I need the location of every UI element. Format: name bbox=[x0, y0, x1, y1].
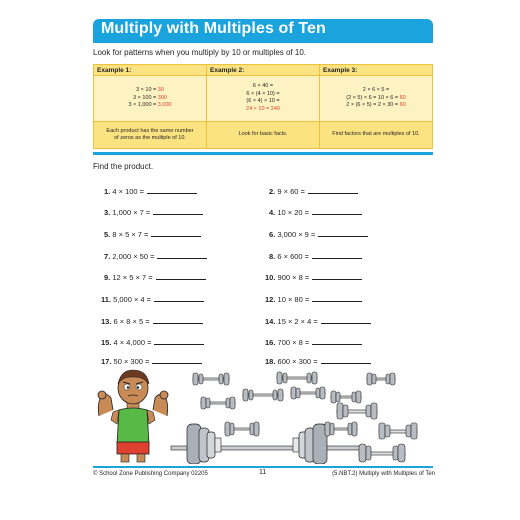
answer-blank[interactable] bbox=[151, 230, 201, 237]
page-number: 11 bbox=[259, 469, 267, 476]
answer-blank[interactable] bbox=[312, 338, 362, 345]
example-line: 6 × 40 = bbox=[252, 83, 274, 90]
problem-10: 10. 900 × 8 = bbox=[265, 273, 362, 282]
instruction-text: Look for patterns when you multiply by 10 or multiples of 10. bbox=[93, 48, 306, 57]
example-line: 3 × 1,000 = 3,000 bbox=[128, 102, 172, 109]
example-line: 6 × (4 × 10) = bbox=[246, 90, 280, 97]
answer-blank[interactable] bbox=[153, 208, 203, 215]
answer-blank[interactable] bbox=[312, 208, 362, 215]
example-3-note: Find factors that are multiples of 10. bbox=[320, 121, 433, 148]
title-banner bbox=[93, 19, 433, 41]
copyright-text: © School Zone Publishing Company 02205 bbox=[93, 471, 208, 477]
problem-7: 7. 2,000 × 50 = bbox=[104, 252, 207, 261]
answer-blank[interactable] bbox=[153, 317, 203, 324]
boy-illustration bbox=[98, 370, 168, 462]
example-2-work bbox=[207, 76, 320, 122]
example-line: (2 × 5) × 6 = 10 × 6 = 60 bbox=[346, 94, 406, 101]
example-2-note: Look for basic facts. bbox=[207, 121, 320, 148]
example-line: 24 × 10 = 240 bbox=[246, 106, 280, 113]
problem-3: 3. 1,000 × 7 = bbox=[104, 208, 203, 217]
problem-18: 18. 600 × 300 = bbox=[265, 357, 371, 366]
answer-blank[interactable] bbox=[321, 317, 371, 324]
answer-blank[interactable] bbox=[154, 338, 204, 345]
problem-2: 2. 9 × 60 = bbox=[269, 187, 358, 196]
examples-body-row bbox=[94, 76, 433, 122]
answer-blank[interactable] bbox=[157, 252, 207, 259]
answer-blank[interactable] bbox=[152, 357, 202, 364]
page-title: Multiply with Multiples of Ten bbox=[101, 20, 326, 37]
footer-rule bbox=[93, 466, 433, 468]
examples-table bbox=[93, 64, 433, 149]
examples-notes-row bbox=[94, 121, 433, 148]
problem-9: 9. 12 × 5 × 7 = bbox=[104, 273, 206, 282]
title-underline bbox=[93, 41, 433, 43]
problem-8: 8. 6 × 600 = bbox=[269, 252, 362, 261]
example-1-heading: Example 1: bbox=[94, 65, 207, 76]
problem-4: 4. 10 × 20 = bbox=[269, 208, 362, 217]
answer-blank[interactable] bbox=[312, 252, 362, 259]
examples-header-row bbox=[94, 65, 433, 76]
answer-blank[interactable] bbox=[312, 273, 362, 280]
answer-blank[interactable] bbox=[321, 357, 371, 364]
example-1-work bbox=[94, 76, 207, 122]
example-line: 2 × (6 × 5) = 2 × 30 = 60 bbox=[346, 102, 406, 109]
standard-label: (5.NBT.2) Multiply with Multiples of Ten bbox=[332, 471, 435, 477]
problem-15: 15. 4 × 4,000 = bbox=[101, 338, 204, 347]
answer-blank[interactable] bbox=[156, 273, 206, 280]
example-line: 3 × 100 = 300 bbox=[133, 94, 167, 101]
example-line: 3 × 10 = 30 bbox=[136, 86, 164, 93]
weightlifter-illustration bbox=[93, 368, 433, 464]
section-divider bbox=[93, 152, 433, 155]
answer-blank[interactable] bbox=[318, 230, 368, 237]
example-line: 2 × 6 × 5 = bbox=[362, 86, 390, 93]
problem-12: 12. 10 × 80 = bbox=[265, 295, 362, 304]
example-3-heading: Example 3: bbox=[320, 65, 433, 76]
problem-11: 11. 5,000 × 4 = bbox=[101, 295, 204, 304]
problem-6: 6. 3,000 × 9 = bbox=[269, 230, 368, 239]
answer-blank[interactable] bbox=[308, 187, 358, 194]
answer-blank[interactable] bbox=[312, 295, 362, 302]
find-prompt: Find the product. bbox=[93, 162, 154, 171]
example-2-heading: Example 2: bbox=[207, 65, 320, 76]
problem-16: 16. 700 × 8 = bbox=[265, 338, 362, 347]
problem-1: 1. 4 × 100 = bbox=[104, 187, 197, 196]
example-3-work bbox=[320, 76, 433, 122]
answer-blank[interactable] bbox=[147, 187, 197, 194]
problem-13: 13. 6 × 8 × 5 = bbox=[101, 317, 203, 326]
example-1-note: Each product has the same number of zeros as the multiple of 10. bbox=[94, 121, 207, 148]
problem-5: 5. 8 × 5 × 7 = bbox=[104, 230, 201, 239]
problem-14: 14. 15 × 2 × 4 = bbox=[265, 317, 371, 326]
problem-17: 17. 50 × 300 = bbox=[101, 357, 202, 366]
answer-blank[interactable] bbox=[154, 295, 204, 302]
example-line: (6 × 4) × 10 = bbox=[246, 98, 280, 105]
